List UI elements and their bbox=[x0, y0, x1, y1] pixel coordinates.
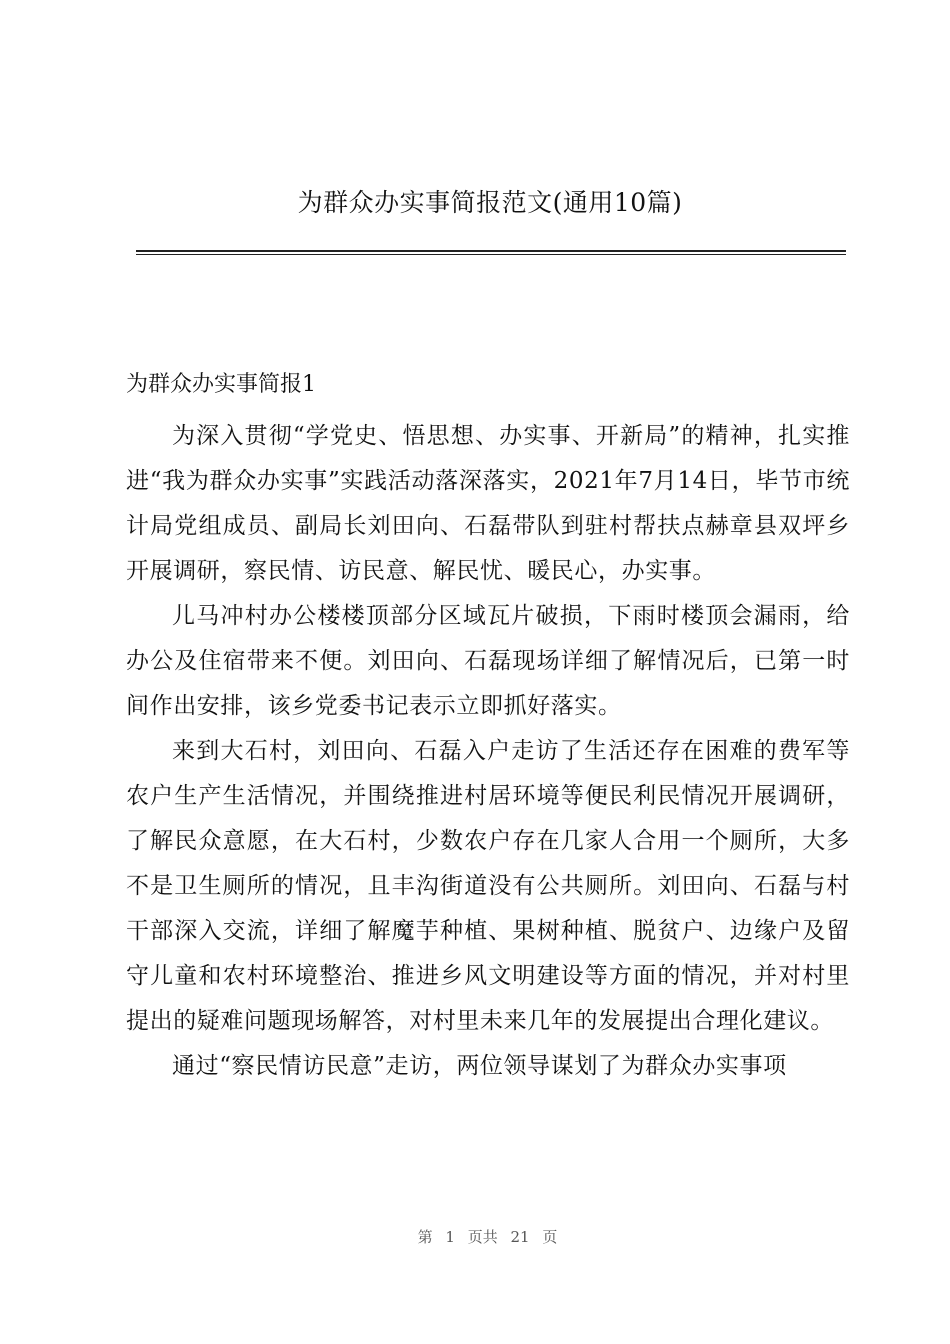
section-heading: 为群众办实事简报1 bbox=[126, 372, 316, 397]
paragraph-2: 儿马冲村办公楼楼顶部分区域瓦片破损，下雨时楼顶会漏雨，给办公及住宿带来不便。刘田向、石磊现场详细了解情况后，已第一时间作出安排，该乡党委书记表示立即抓好落实。 bbox=[126, 603, 850, 719]
page-title: 为群众办实事简报范文(通用10篇) bbox=[297, 188, 683, 217]
page-footer: 第 1 页共 21 页 bbox=[417, 1228, 558, 1246]
paragraph-3: 来到大石村，刘田向、石磊入户走访了生活还存在困难的费军等农户生产生活情况，并围绕推进村居环境等便民利民情况开展调研，了解民众意愿，在大石村，少数农户存在几家人合用一个厕所，大多不是卫生厕所的情况，且丰沟街道没有公共厕所。刘田向、石磊与村干部深入交流，详细了解魔芋种植、果树种植、脱贫户、边缘户及留守儿童和农村环境整治、推进乡风文明建设等方面的情况，并对村里提出的疑难问题现场解答，对村里未来几年的发展提出合理化建议。 bbox=[126, 738, 850, 1034]
paragraph-4: 通过“察民情访民意”走访，两位领导谋划了为群众办实事项 bbox=[172, 1053, 787, 1079]
paragraph-1: 为深入贯彻“学党史、悟思想、办实事、开新局”的精神，扎实推进“我为群众办实事”实践活动落深落实，2021年7月14日，毕节市统计局党组成员、副局长刘田向、石磊带队到驻村帮扶点赫章县双坪乡开展调研，察民情、访民意、解民忧、暖民心，办实事。 bbox=[126, 423, 850, 584]
title-divider bbox=[136, 250, 846, 255]
document-body bbox=[126, 366, 850, 1089]
